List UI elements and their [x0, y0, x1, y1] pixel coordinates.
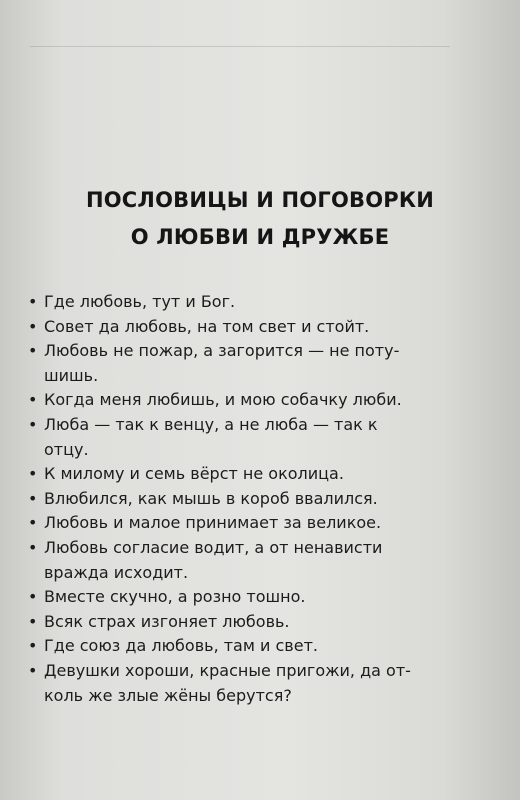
show-through-rule [30, 46, 450, 47]
list-item [28, 290, 483, 315]
proverb-text: Где союз да любовь, там и свет. [44, 636, 318, 656]
list-item [28, 462, 483, 487]
bullet: • [28, 488, 38, 508]
proverb-text: Люба — так к венцу, а не люба — так к [44, 414, 378, 434]
list-item [28, 610, 483, 635]
bullet: • [28, 341, 38, 361]
proverb-text: шишь. [44, 365, 99, 385]
proverb-text: коль же злые жёны берутся? [44, 685, 292, 705]
page-title [0, 182, 520, 256]
list-item [28, 536, 483, 585]
proverb-text: Где любовь, тут и Бог. [44, 292, 236, 311]
bullet: • [28, 316, 38, 336]
list-item [28, 585, 483, 610]
bullet: • [28, 587, 38, 607]
bullet: • [28, 390, 38, 410]
proverb-text: Любовь и малое принимает за великое. [44, 513, 382, 533]
proverb-text: Вместе скучно, а розно тошно. [44, 587, 306, 607]
proverb-text: Любовь согласие водит, а от ненависти [44, 537, 383, 557]
proverb-text: К милому и семь вёрст не околица. [44, 464, 344, 484]
list-item [28, 634, 483, 659]
proverb-text: Всяк страх изгоняет любовь. [44, 611, 290, 631]
proverb-text: Совет да любовь, на том свет и стойт. [44, 316, 370, 336]
list-item [28, 315, 483, 340]
proverb-text: Влюбился, как мышь в короб ввалился. [44, 488, 378, 508]
bullet: • [28, 611, 38, 631]
proverb-text: Любовь не пожар, а загорится — не поту- [44, 341, 400, 361]
bullet: • [28, 636, 38, 656]
proverb-text: вражда исходит. [44, 562, 189, 582]
bullet: • [28, 537, 38, 557]
bullet: • [28, 414, 38, 434]
proverb-list [28, 290, 483, 708]
proverb-text: Девушки хороши, красные пригожи, да от- [44, 660, 411, 680]
proverb-text: Когда меня любишь, и мою собачку люби. [44, 390, 402, 410]
list-item [28, 659, 483, 708]
bullet: • [28, 660, 38, 680]
list-item [28, 388, 483, 413]
title-line-2: О ЛЮБВИ И ДРУЖБЕ [130, 225, 390, 249]
list-item [28, 487, 483, 512]
list-item [28, 511, 483, 536]
bullet: • [28, 513, 38, 533]
bullet: • [28, 292, 38, 311]
title-line-1: ПОСЛОВИЦЫ И ПОГОВОРКИ [85, 188, 434, 212]
list-item [28, 339, 483, 388]
list-item [28, 413, 483, 462]
bullet: • [28, 464, 38, 484]
proverb-text: отцу. [44, 439, 89, 459]
